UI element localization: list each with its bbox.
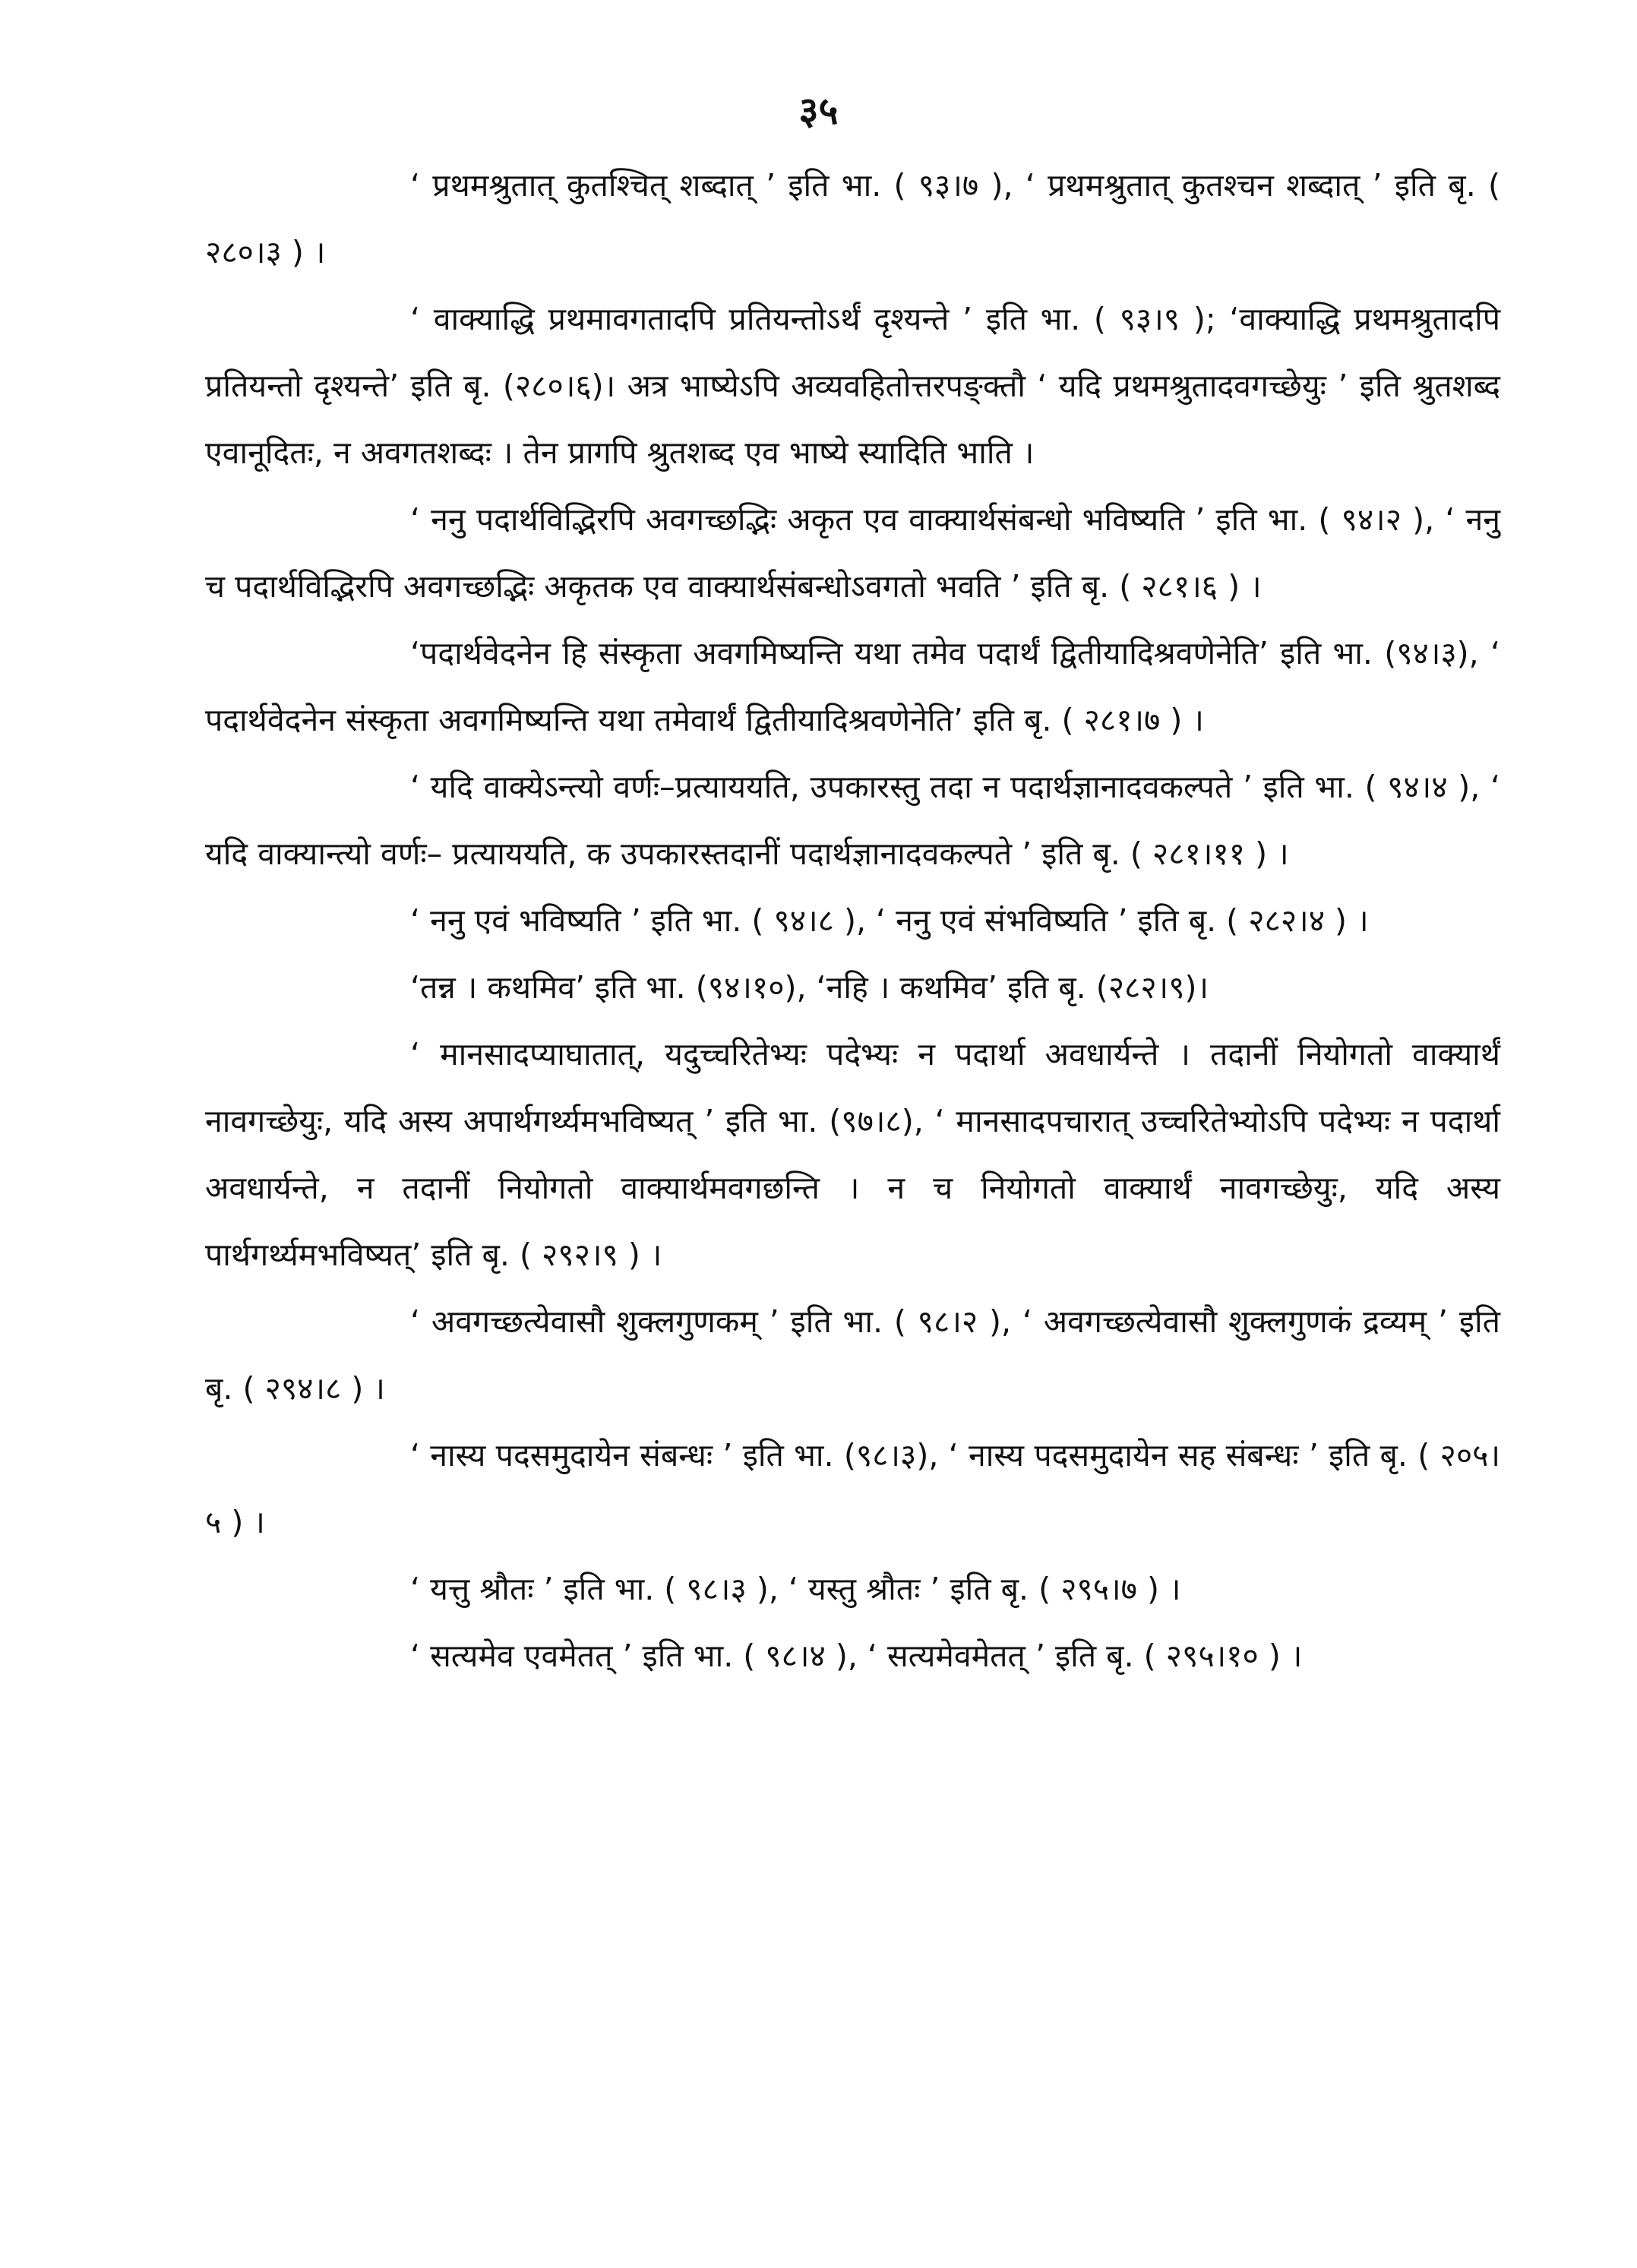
paragraph-8: ‘ मानसादप्याघातात्, यदुच्चरितेभ्यः पदेभ्यः न पदार्था अवधार्यन्ते । तदानीं नियोगतो वाक्यार्थं नावगच्छेयुः, यदि अस्य अपार्थगर्थ्यमभविष्यत् ’ इति भा. (९७।८), ‘ मानसादपचारात् उच्चरितेभ्योऽपि पदेभ्यः न पदार्था अवधार्यन्ते, न तदानीं नियोगतो वाक्यार्थमवगछन्ति । न च नियोगतो वाक्यार्थं नावगच्छेयुः, यदि अस्य पार्थगर्थ्यमभविष्यत्’ इति बृ. ( २९२।९ ) । [205, 1036, 1500, 1273]
paragraph-2: ‘ वाक्याद्धि प्रथमावगतादपि प्रतियन्तोऽर्थं दृश्यन्ते ’ इति भा. ( ९३।९ ); ‘वाक्याद्धि प्रथमश्रुतादपि प्रतियन्तो दृश्यन्ते’ इति बृ. (२८०।६)। अत्र भाष्येऽपि अव्यवहितोत्तरपङ्क्तौ ‘ यदि प्रथमश्रुतादवगच्छेयुः ’ इति श्रुतशब्द एवानूदितः, न अवगतशब्दः । तेन प्रागपि श्रुतशब्द एव भाष्ये स्यादिति भाति । [205, 301, 1500, 471]
body-text [205, 152, 1500, 1689]
paragraph-5: ‘ यदि वाक्येऽन्त्यो वर्णः–प्रत्याययति, उपकारस्तु तदा न पदार्थज्ञानादवकल्पते ’ इति भा. ( ९४।४ ), ‘ यदि वाक्यान्त्यो वर्णः– प्रत्याययति, क उपकारस्तदानीं पदार्थज्ञानादवकल्पते ’ इति बृ. ( २८१।११ ) । [205, 769, 1500, 872]
paragraph-4: ‘पदार्थवेदनेन हि संस्कृता अवगमिष्यन्ति यथा तमेव पदार्थं द्वितीयादिश्रवणेनेति’ इति भा. (९४।३), ‘ पदार्थवेदनेन संस्कृता अवगमिष्यन्ति यथा तमेवार्थं द्वितीयादिश्रवणेनेति’ इति बृ. ( २८१।७ ) । [205, 635, 1500, 738]
paragraph-3: ‘ ननु पदार्थविद्भिरपि अवगच्छद्भिः अकृत एव वाक्यार्थसंबन्धो भविष्यति ’ इति भा. ( ९४।२ ), ‘ ननु च पदार्थविद्भिरपि अवगच्छद्भिः अकृतक एव वाक्यार्थसंबन्धोऽवगतो भवति ’ इति बृ. ( २८१।६ ) । [205, 501, 1500, 605]
paragraph-10: ‘ नास्य पदसमुदायेन संबन्धः ’ इति भा. (९८।३), ‘ नास्य पदसमुदायेन सह संबन्धः ’ इति बृ. ( २०५।५ ) । [205, 1437, 1500, 1540]
paragraph-12: ‘ सत्यमेव एवमेतत् ’ इति भा. ( ९८।४ ), ‘ सत्यमेवमेतत् ’ इति बृ. ( २९५।१० ) । [410, 1638, 1303, 1674]
paragraph-1: ‘ प्रथमश्रुतात् कुतश्चित् शब्दात् ’ इति भा. ( ९३।७ ), ‘ प्रथमश्रुतात् कुतश्चन शब्दात् ’ इति बृ. ( २८०।३ ) । [205, 167, 1500, 270]
paragraph-11: ‘ यत्तु श्रौतः ’ इति भा. ( ९८।३ ), ‘ यस्तु श्रौतः ’ इति बृ. ( २९५।७ ) । [410, 1571, 1181, 1607]
paragraph-9: ‘ अवगच्छत्येवासौ शुक्लगुणकम् ’ इति भा. ( ९८।२ ), ‘ अवगच्छत्येवासौ शुक्लगुणकं द्रव्यम् ’ इति बृ. ( २९४।८ ) । [205, 1303, 1500, 1407]
page-number: ३५ [798, 89, 839, 133]
paragraph-7: ‘तन्न । कथमिव’ इति भा. (९४।१०), ‘नहि । कथमिव’ इति बृ. (२८२।९)। [410, 969, 1209, 1006]
paragraph-6: ‘ ननु एवं भविष्यति ’ इति भा. ( ९४।८ ), ‘ ननु एवं संभविष्यति ’ इति बृ. ( २८२।४ ) । [410, 902, 1369, 939]
